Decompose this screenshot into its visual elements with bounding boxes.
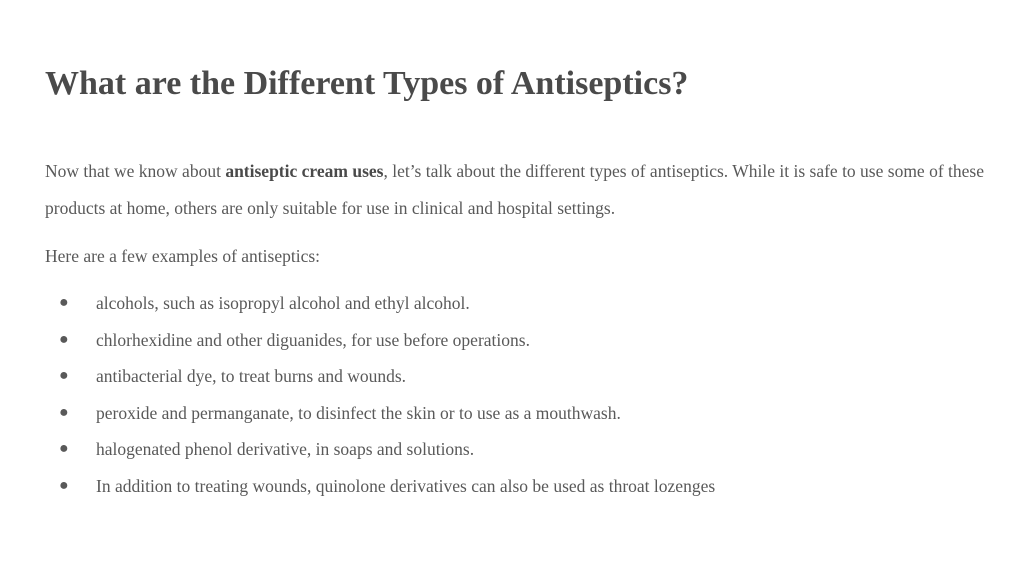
slide xyxy=(45,0,995,576)
bullet-icon: ● xyxy=(59,294,69,311)
intro-bold-phrase: antiseptic cream uses xyxy=(225,161,384,181)
bullet-icon: ● xyxy=(59,367,69,385)
list-item-text: chlorhexidine and other diguanides, for use before operations. xyxy=(96,329,530,350)
list-item-text: peroxide and permanganate, to disinfect the skin or to use as a mouthwash. xyxy=(96,402,621,423)
examples-lead: Here are a few examples of antiseptics: xyxy=(45,246,321,266)
bullet-icon: ● xyxy=(59,476,69,494)
list-item-text: alcohols, such as isopropyl alcohol and ethyl alcohol. xyxy=(96,293,470,313)
list-item-text: In addition to treating wounds, quinolone derivatives can also be used as throat lozenges xyxy=(96,475,716,496)
list-item-text: halogenated phenol derivative, in soaps and solutions. xyxy=(96,439,475,460)
slide-title: What are the Different Types of Antiseptics? xyxy=(45,65,689,102)
bullet-icon: ● xyxy=(59,330,69,348)
list-item-text: antibacterial dye, to treat burns and wounds. xyxy=(96,366,407,387)
intro-text-after: , let’s talk about the different types of antiseptics. While it is safe to use some of these products at home, others are only suitable for use in clinical and hospital settings. xyxy=(45,161,984,218)
intro-text-before: Now that we know about xyxy=(45,161,226,181)
bullet-icon: ● xyxy=(59,440,69,458)
bullet-icon: ● xyxy=(59,403,69,421)
intro-paragraph xyxy=(45,153,990,227)
